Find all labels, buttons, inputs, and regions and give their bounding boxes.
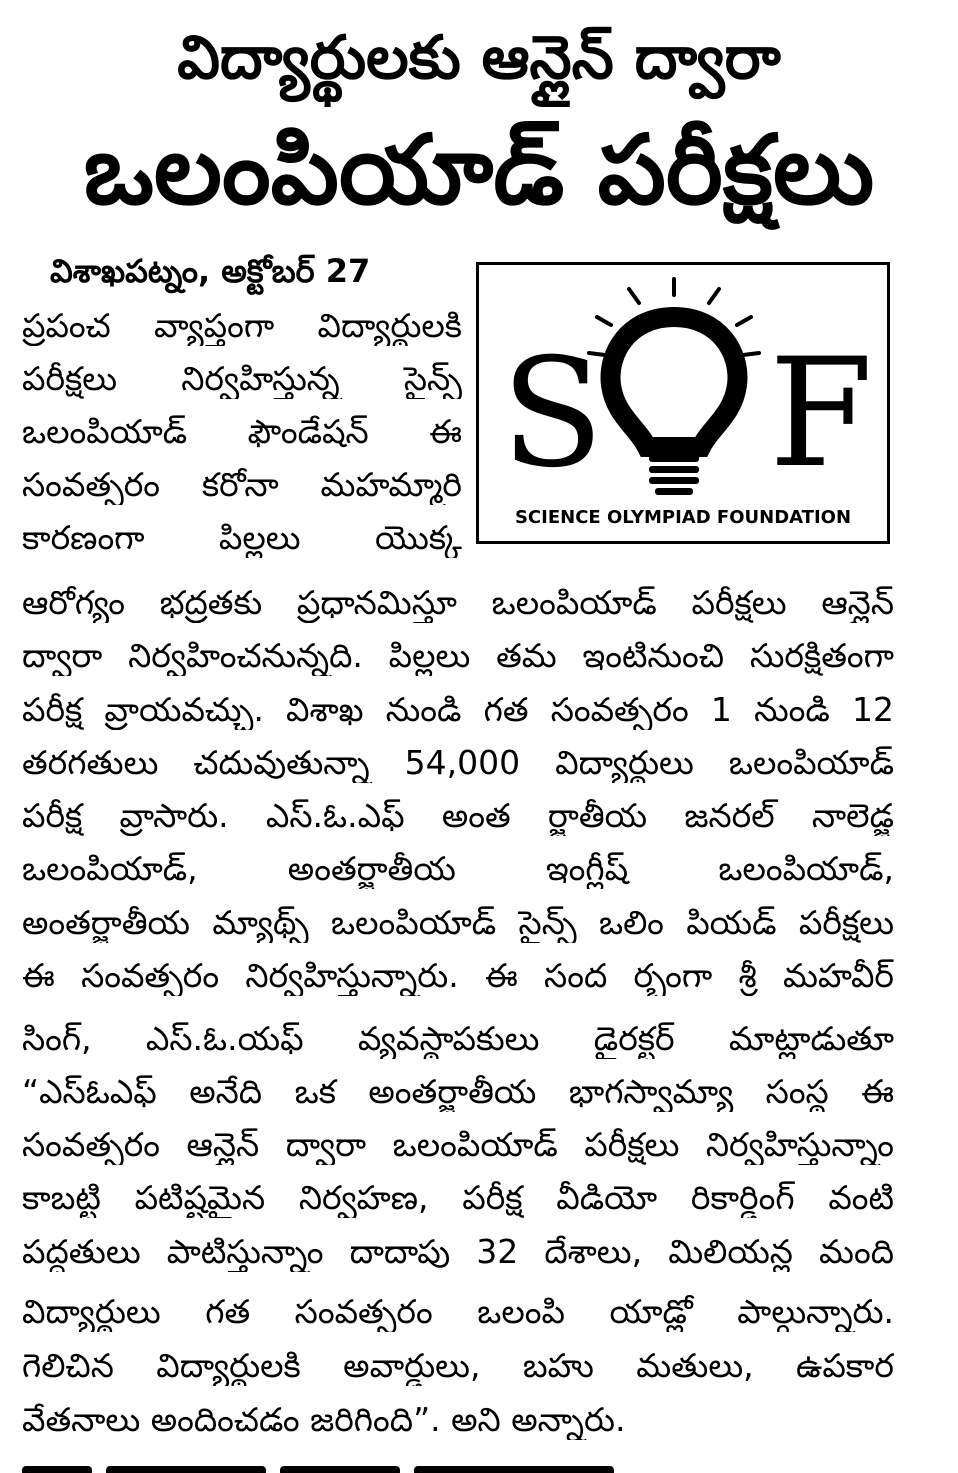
body-line: పరీక్షలు నిర్వహిస్తున్న సైన్స్ — [22, 359, 462, 398]
body-line: పరీక్ష వ్రాయవచ్చు. విశాఖ నుండి గత సంవత్సరం 1 నుండి 12 — [22, 690, 894, 729]
body-line: ఆరోగ్యం భద్రతకు ప్రధానమిస్తూ ఒలంపియాడ్ పరీక్షలు ఆన్లైన్ — [22, 583, 894, 622]
body-line: ప్రపంచ వ్యాప్తంగా విద్యార్థులకి — [22, 306, 462, 345]
logo-letter-f: F — [769, 327, 874, 501]
body-line: పద్ధతులు పాటిస్తున్నాం దాదాపు 32 దేశాలు, మిలియన్ల మంది — [22, 1232, 894, 1271]
body-line: కాబట్టి పటిష్టమైన నిర్వహణ, పరీక్ష వీడియో రికార్డింగ్ వంటి — [22, 1178, 894, 1217]
bulb-base-ring — [655, 488, 693, 495]
body-line: సంవత్సరం ఆన్లైన్ ద్వారా ఒలంపియాడ్ పరీక్షలు నిర్వహిస్తున్నాం — [22, 1125, 894, 1164]
ray — [709, 289, 719, 303]
body-line: అంతర్జాతీయ మ్యాథ్స్ ఒలంపియాడ్ సైన్స్ ఒలిం పియడ్ పరీక్షలు — [22, 903, 894, 942]
body-line: సింగ్, ఎస్.ఓ.యఫ్ వ్యవస్థాపకులు డైరక్టర్ మాట్లాడుతూ — [22, 1019, 894, 1058]
ray — [743, 353, 759, 355]
body-line: ఒలంపియాడ్, అంతర్జాతీయ ఇంగ్లీష్ ఒలంపియాడ్, — [22, 849, 894, 888]
dateline: విశాఖపట్నం, అక్టోబర్ 27 — [50, 252, 371, 290]
body-line: పరీక్ష వ్రాసారు. ఎస్.ఓ.ఎఫ్ అంత ర్జాతీయ జనరల్ నాలెడ్జ — [22, 796, 894, 835]
lightbulb-icon — [479, 265, 887, 541]
body-line: ద్వారా నిర్వహించనున్నది. పిల్లలు తమ ఇంటినుంచి సురక్షితంగా — [22, 636, 894, 675]
bulb-base-ring — [649, 466, 699, 473]
body-line: తరగతులు చదువుతున్నా 54,000 విద్యార్థులు ఒలంపియాడ్ — [22, 743, 894, 782]
cropped-next-headline — [22, 1440, 722, 1473]
ray — [597, 317, 611, 325]
headline: ఒలంపియాడ్ పరీక్షలు — [83, 114, 875, 226]
ray — [737, 317, 751, 325]
body-line: విద్యార్థులు గత సంవత్సరం ఒలంపి యాడ్లో పాల్గున్నారు. — [22, 1292, 894, 1331]
bulb-base-ring — [649, 455, 699, 462]
logo-caption: SCIENCE OLYMPIAD FOUNDATION — [514, 507, 852, 528]
body-line: ఈ సంవత్సరం నిర్వహిస్తున్నారు. ఈ సంద ర్భంగా శ్రీ మహవీర్ — [22, 956, 894, 995]
ray — [629, 289, 639, 303]
bulb-base-ring — [649, 477, 699, 484]
logo-letter-s: S — [501, 327, 604, 501]
kicker-heading: విద్యార్థులకు ఆన్లైన్ ద్వారా — [177, 23, 781, 93]
body-line: కారణంగా పిల్లలు యొక్క — [22, 518, 462, 557]
body-line: ఒలంపియాడ్ ఫౌండేషన్ ఈ — [22, 412, 462, 451]
body-line: సంవత్సరం కరోనా మహమ్మారి — [22, 465, 462, 504]
body-line: వేతనాలు అందించడం జరిగింది”. అని అన్నారు. — [22, 1400, 626, 1439]
body-line: గెలిచిన విద్యార్థులకి అవార్డులు, బహు మతులు, ఉపకార — [22, 1346, 894, 1385]
sof-logo — [476, 262, 890, 544]
bulb-outline — [611, 317, 738, 447]
body-line: “ఎస్ఓఎఫ్ అనేది ఒక అంతర్జాతీయ భాగస్వామ్యా సంస్థ ఈ — [22, 1072, 894, 1111]
